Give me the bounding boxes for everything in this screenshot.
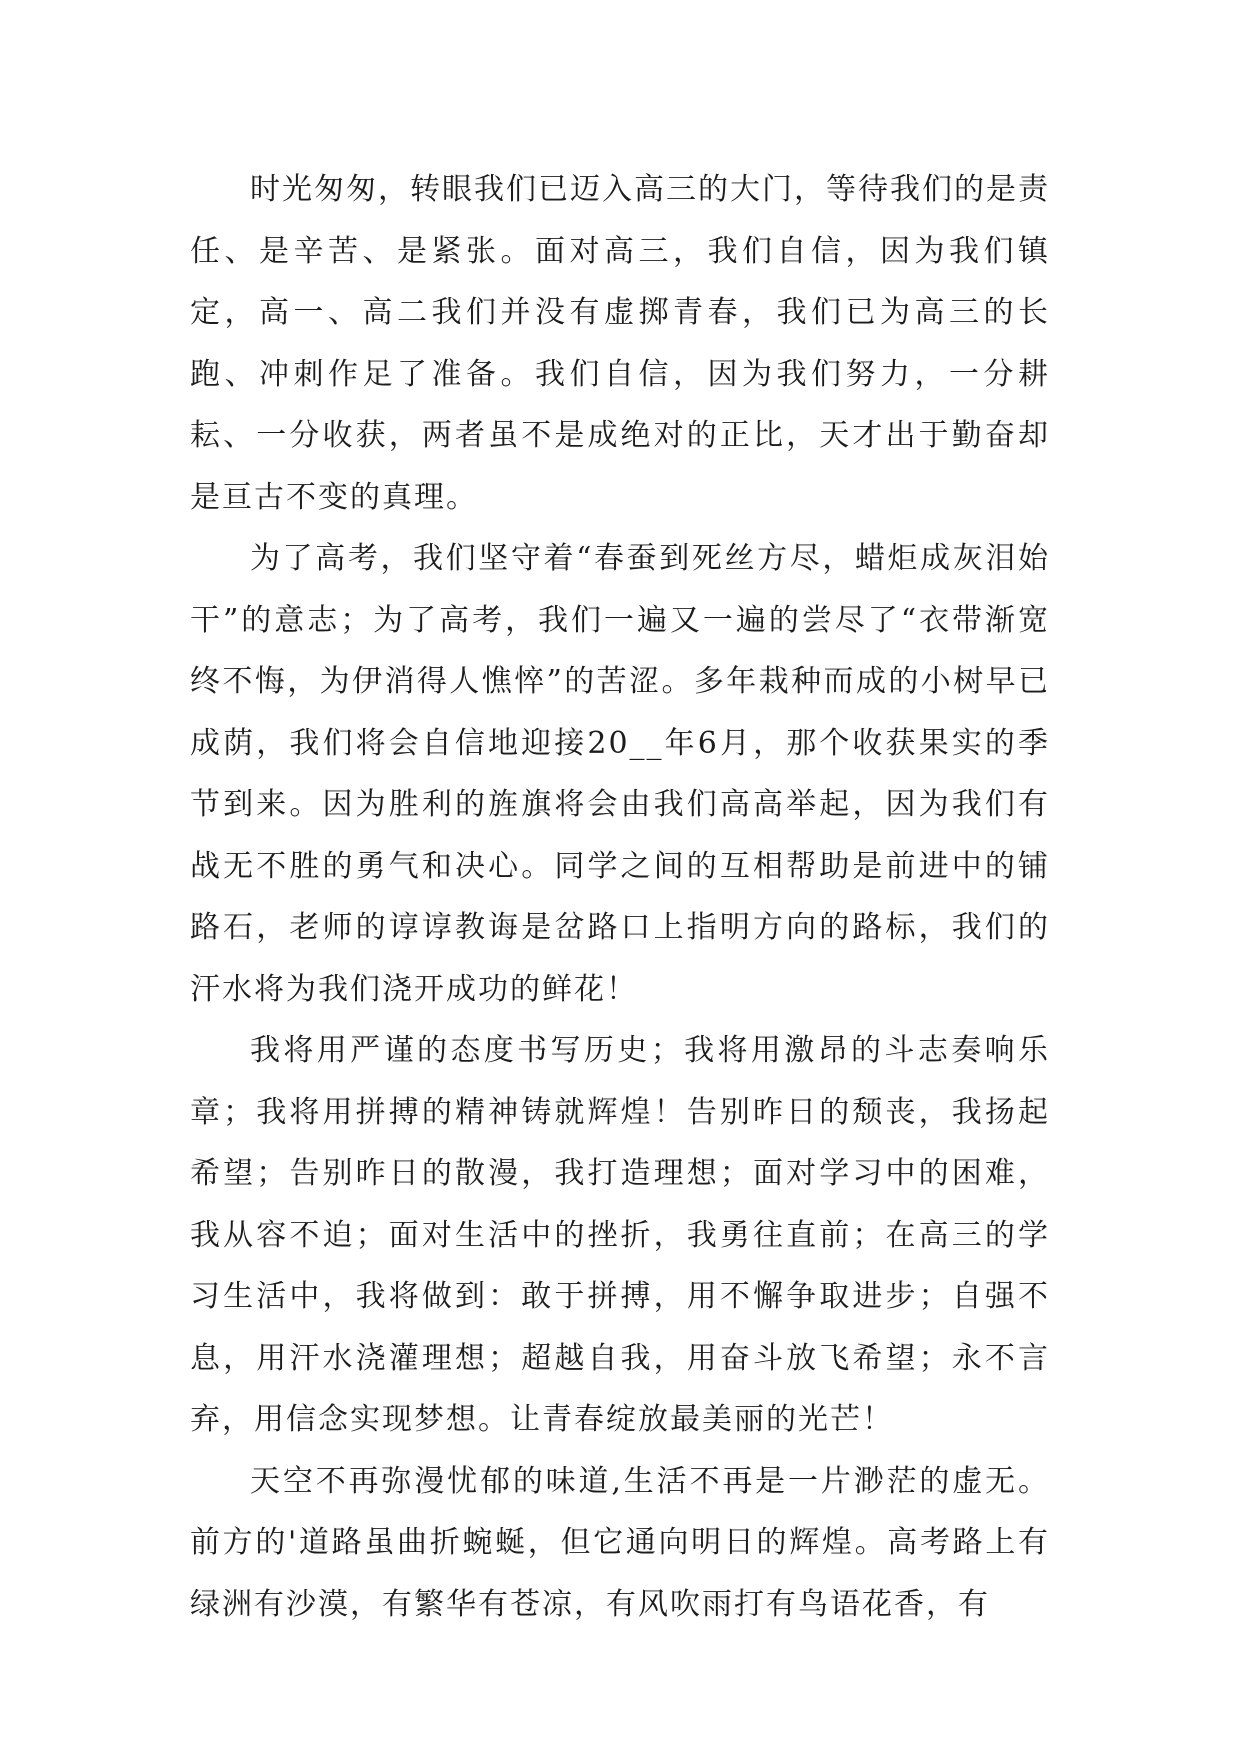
paragraph-3: 我将用严谨的态度书写历史；我将用激昂的斗志奏响乐章；我将用拼搏的精神铸就辉煌！告别昨日的颓丧，我扬起希望；告别昨日的散漫，我打造理想；面对学习中的困难，我从容不迫；面对生活中的挫折，我勇往直前；在高三的学习生活中，我将做到：敢于拼搏，用不懈争取进步；自强不息，用汗水浇灌理想；超越自我，用奋斗放飞希望；永不言弃，用信念实现梦想。让青春绽放最美丽的光芒！ — [190, 1033, 1050, 1437]
document-body — [190, 159, 1050, 1635]
paragraph-1: 时光匆匆，转眼我们已迈入高三的大门，等待我们的是责任、是辛苦、是紧张。面对高三，我们自信，因为我们镇定，高一、高二我们并没有虚掷青春，我们已为高三的长跑、冲刺作足了准备。我们自信，因为我们努力，一分耕耘、一分收获，两者虽不是成绝对的正比，天才出于勤奋却是亘古不变的真理。 — [190, 172, 1050, 515]
paragraph-2: 为了高考，我们坚守着“春蚕到死丝方尽，蜡炬成灰泪始干”的意志；为了高考，我们一遍又一遍的尝尽了“衣带渐宽终不悔，为伊消得人憔悴”的苦涩。多年栽种而成的小树早已成荫，我们将会自信地迎接20__年6月，那个收获果实的季节到来。因为胜利的旌旗将会由我们高高举起，因为我们有战无不胜的勇气和决心。同学之间的互相帮助是前进中的铺路石，老师的谆谆教诲是岔路口上指明方向的路标，我们的汗水将为我们浇开成功的鲜花！ — [190, 541, 1050, 1007]
paragraph-4: 天空不再弥漫忧郁的味道,生活不再是一片渺茫的虚无。前方的'道路虽曲折蜿蜒，但它通向明日的辉煌。高考路上有绿洲有沙漠，有繁华有苍凉，有风吹雨打有鸟语花香，有 — [190, 1463, 1050, 1622]
